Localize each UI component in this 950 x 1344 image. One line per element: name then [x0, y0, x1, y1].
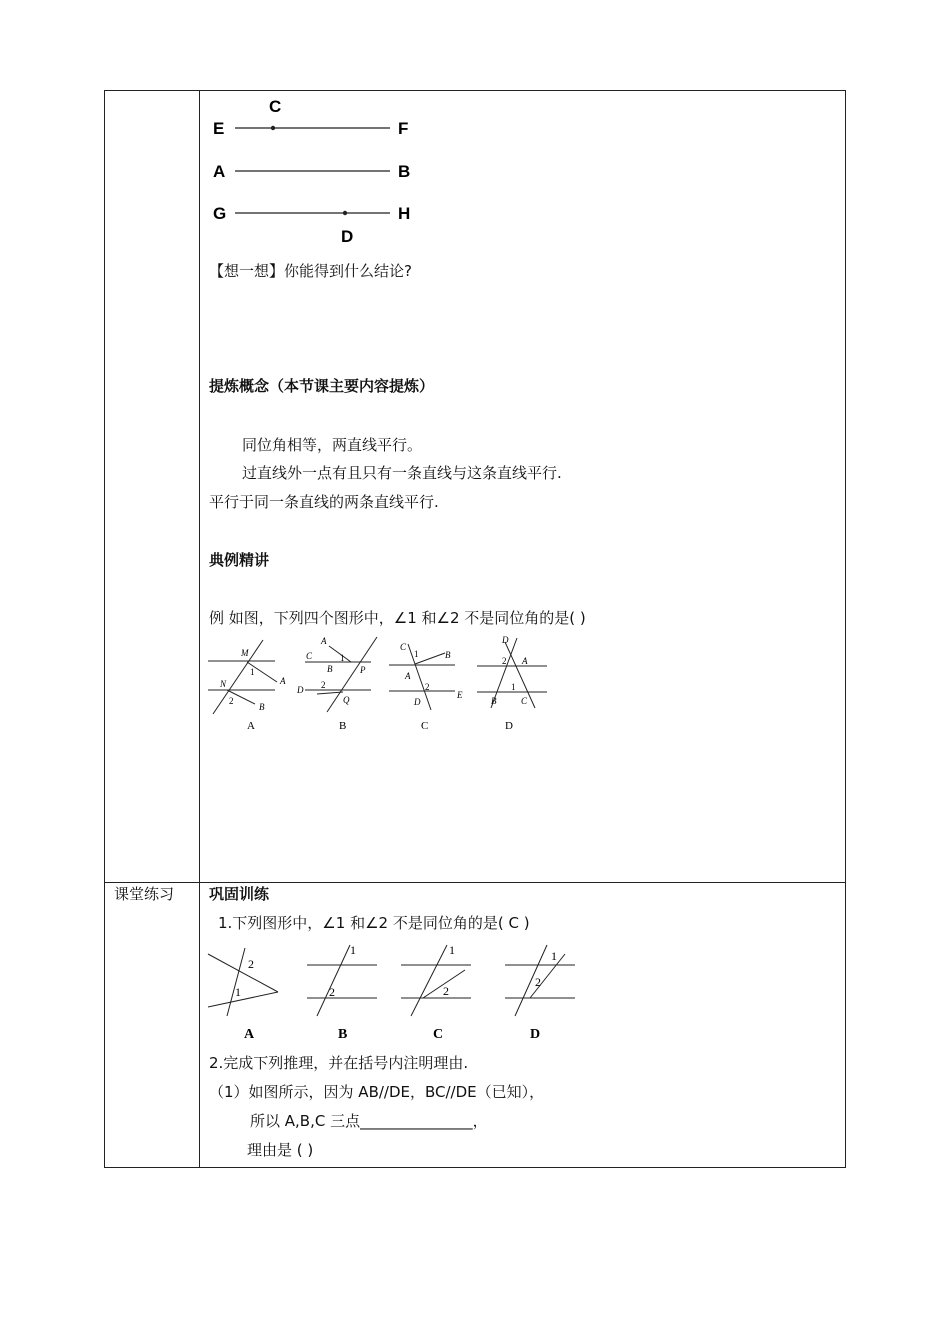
ex-a-label-m: M: [241, 648, 249, 658]
point-d: [343, 211, 347, 215]
example-caption-b: B: [339, 720, 347, 732]
ex-c-label-e: E: [457, 690, 463, 700]
pr-c-num-1: 1: [449, 943, 455, 957]
practice-question-2-3: 理由是 ( ): [247, 1141, 314, 1159]
pr-a-num-2: 2: [248, 957, 254, 971]
practice-figure-a: [208, 948, 278, 1016]
pr-d-num-2: 2: [535, 975, 541, 989]
label-b: B: [398, 162, 411, 181]
ex-b-label-d: D: [297, 685, 304, 695]
ex-b-label-p: P: [360, 665, 366, 675]
table-column-divider: [199, 90, 200, 1168]
label-a: A: [213, 162, 226, 181]
ex-c-label-d: D: [414, 697, 421, 707]
practice-caption-c: C: [433, 1027, 444, 1042]
ex-d-label-2: 2: [502, 656, 507, 666]
practice-question-1: 1.下列图形中，∠1 和∠2 不是同位角的是( C ): [218, 914, 530, 932]
example-question: 例 如图，下列四个图形中，∠1 和∠2 不是同位角的是( ): [209, 609, 586, 627]
pr-b-num-2: 2: [329, 985, 335, 999]
label-d: D: [341, 227, 354, 246]
pr-c-num-2: 2: [443, 984, 449, 998]
pr-d-num-1: 1: [551, 949, 557, 963]
practice-question-2: 2.完成下列推理，并在括号内注明理由.: [209, 1054, 469, 1072]
ex-a-label-b: B: [259, 702, 265, 712]
concept-line-1: 同位角相等，两直线平行。: [242, 436, 423, 454]
ex-d-label-b: B: [491, 696, 497, 706]
table-border-right: [845, 90, 846, 1168]
practice-question-2-1: （1）如图所示，因为 AB//DE，BC//DE（已知），: [209, 1083, 545, 1101]
ex-b-label-c: C: [306, 651, 313, 661]
concept-heading: 提炼概念（本节课主要内容提炼）: [209, 377, 435, 395]
pr-a-num-1: 1: [235, 985, 241, 999]
point-c: [271, 126, 275, 130]
label-e: E: [213, 119, 225, 138]
table-border-left: [104, 90, 105, 1168]
table-border-bottom: [104, 1167, 846, 1168]
table-row-divider: [104, 882, 846, 883]
label-g: G: [213, 204, 227, 223]
ex-d-label-a: A: [522, 656, 528, 666]
concept-line-2: 过直线外一点有且只有一条直线与这条直线平行.: [242, 464, 562, 482]
ex-d-label-d: D: [502, 635, 509, 645]
think-prompt: 【想一想】你能得到什么结论?: [209, 262, 412, 280]
example-caption-d: D: [505, 720, 513, 732]
label-c: C: [269, 97, 282, 116]
ex-d-label-c: C: [521, 696, 528, 706]
ex-a-label-n: N: [220, 679, 227, 689]
practice-figure-c: [401, 945, 471, 1016]
row-label-practice: 课堂练习: [114, 885, 175, 903]
table-border-top: [104, 90, 846, 91]
label-h: H: [398, 204, 411, 223]
ex-c-label-1: 1: [414, 649, 419, 659]
practice-caption-b: B: [338, 1027, 348, 1042]
practice-figure-b: [307, 945, 377, 1016]
pr-b-num-1: 1: [350, 943, 356, 957]
label-f: F: [398, 119, 409, 138]
practice-heading: 巩固训练: [209, 885, 270, 903]
concept-line-3: 平行于同一条直线的两条直线平行.: [209, 493, 439, 511]
example-figure-b: [305, 637, 377, 712]
example-caption-a: A: [247, 720, 255, 732]
ex-a-label-2: 2: [229, 696, 234, 706]
practice-figures: [205, 940, 585, 1045]
ex-b-label-2: 2: [321, 680, 326, 690]
practice-question-2-2: 所以 A,B,C 三点_______________，: [250, 1112, 488, 1130]
ex-b-label-1: 1: [340, 653, 345, 663]
example-caption-c: C: [421, 720, 429, 732]
ex-c-label-b: B: [445, 650, 451, 660]
ex-c-label-c: C: [400, 642, 407, 652]
ex-c-label-2: 2: [425, 682, 430, 692]
practice-caption-a: A: [244, 1027, 255, 1042]
example-heading: 典例精讲: [209, 551, 270, 569]
ex-a-label-a: A: [280, 676, 286, 686]
ex-b-label-a: A: [321, 636, 327, 646]
parallel-lines-diagram: [205, 92, 425, 248]
ex-a-label-1: 1: [250, 667, 255, 677]
ex-c-label-a: A: [405, 671, 411, 681]
ex-b-label-b: B: [327, 664, 333, 674]
practice-caption-d: D: [530, 1027, 541, 1042]
example-figure-d: [477, 638, 547, 708]
example-figures: [205, 632, 565, 736]
ex-b-label-q: Q: [343, 695, 350, 705]
ex-d-label-1: 1: [511, 682, 516, 692]
